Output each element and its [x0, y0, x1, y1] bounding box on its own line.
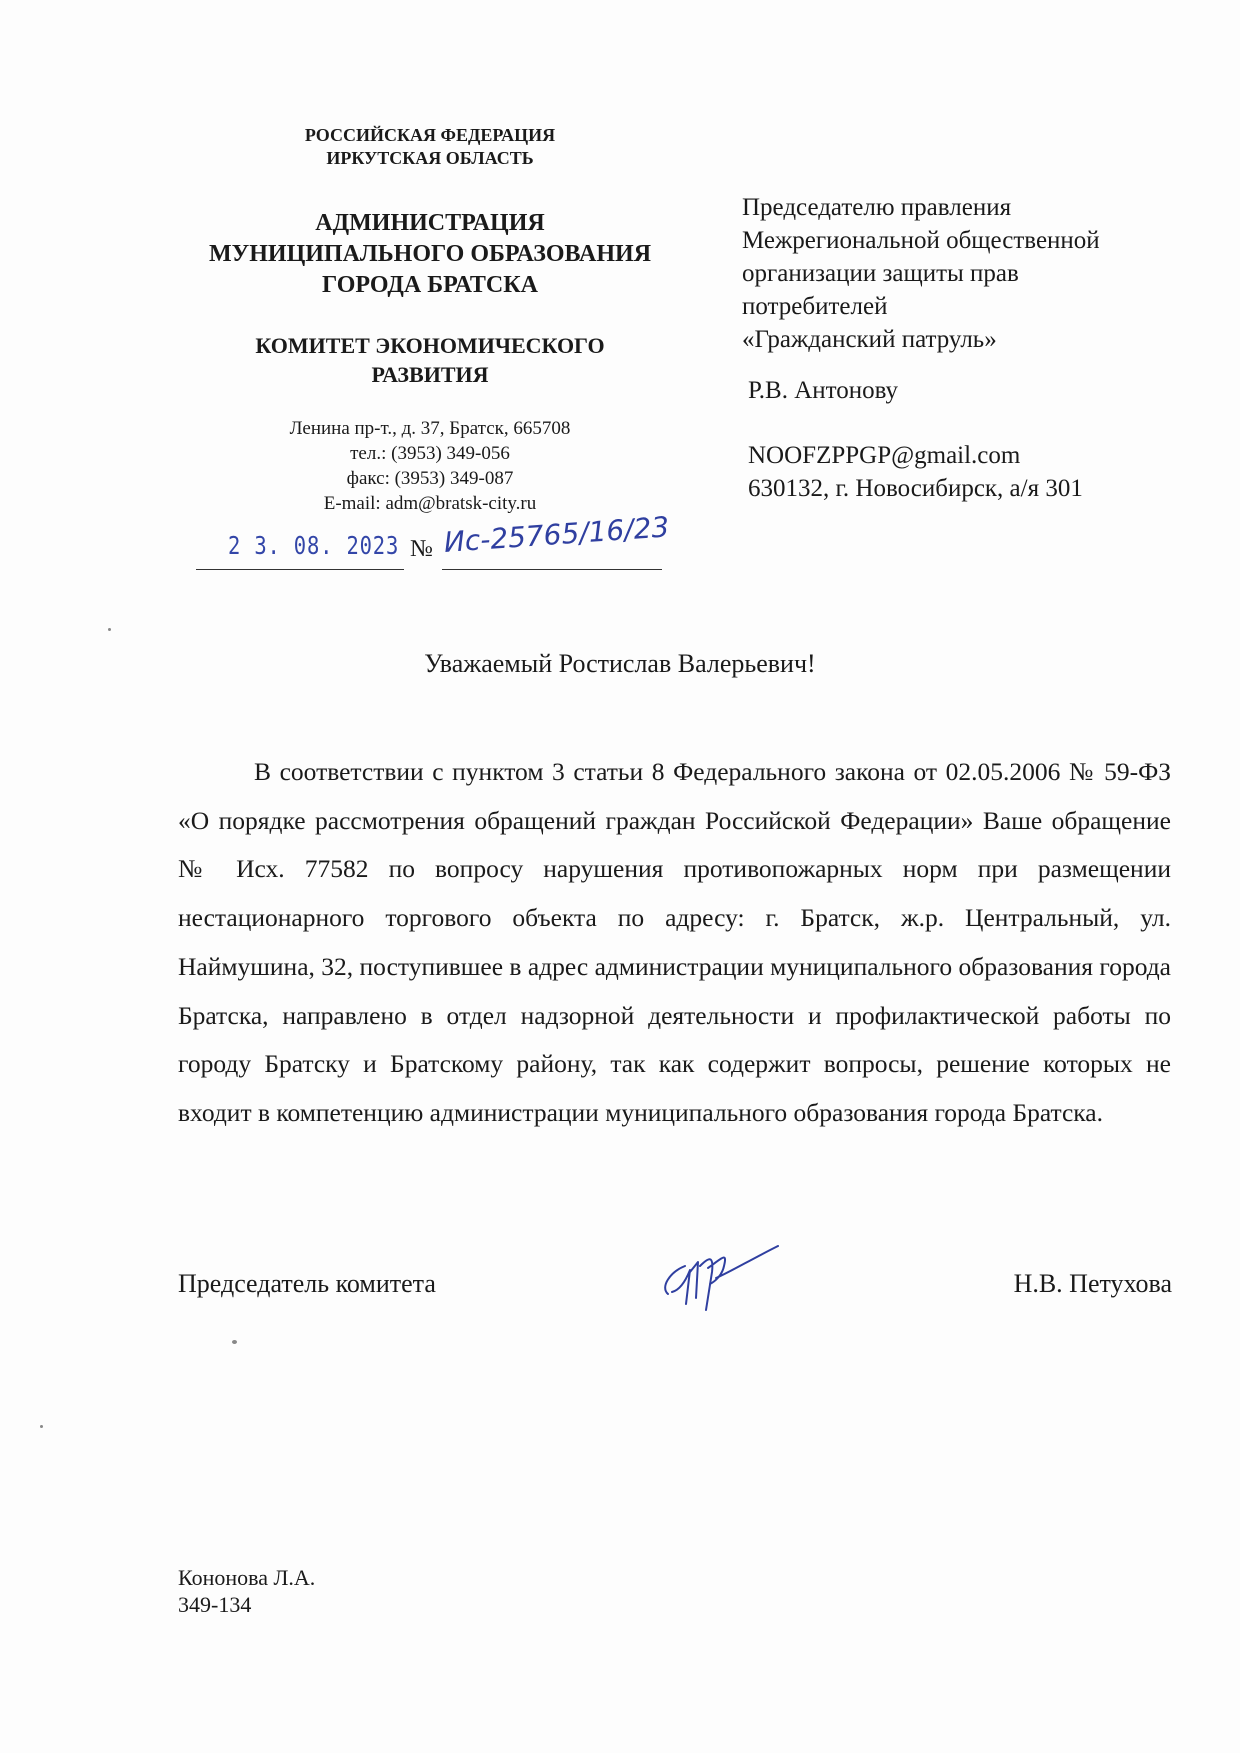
recipient-line3: организации защиты прав: [742, 260, 1019, 287]
scan-speck: [232, 1340, 237, 1344]
recipient-name: Р.В. Антонову: [748, 377, 899, 404]
letterhead-committee-line2: РАЗВИТИЯ: [371, 362, 489, 387]
letterhead-committee: [170, 331, 690, 389]
recipient-email: NOOFZPPGP@gmail.com: [748, 442, 1021, 469]
registration-number-label: №: [410, 536, 433, 562]
scan-speck: [40, 1425, 43, 1428]
executor-block: [178, 1564, 315, 1618]
greeting: Уважаемый Ростислав Валерьевич!: [424, 649, 816, 678]
registration-number-handwritten: Ис-25765/16/23: [442, 510, 671, 559]
letterhead-email: E-mail: adm@bratsk-city.ru: [323, 493, 537, 514]
recipient-postal-address: 630132, г. Новосибирск, а/я 301: [748, 475, 1083, 502]
letterhead-fax: факс: (3953) 349-087: [346, 468, 514, 489]
letterhead-admin-line2: МУНИЦИПАЛЬНОГО ОБРАЗОВАНИЯ: [208, 241, 652, 267]
registration-date-stamp: 2 3. 08. 2023: [228, 531, 400, 560]
recipient-line2: Межрегиональной общественной: [742, 227, 1100, 254]
scan-speck: [108, 628, 111, 631]
letterhead-committee-line1: КОМИТЕТ ЭКОНОМИЧЕСКОГО: [255, 333, 605, 358]
letterhead-admin-line1: АДМИНИСТРАЦИЯ: [315, 210, 545, 236]
signatory-title: Председатель комитета: [178, 1269, 436, 1298]
letterhead-country: РОССИЙСКАЯ ФЕДЕРАЦИЯ: [304, 125, 556, 145]
recipient-block: [742, 191, 1212, 356]
letter-body: В соответствии с пунктом 3 статьи 8 Федерального закона от 02.05.2006 № 59-ФЗ «О порядке рассмотрения обращений граждан Российской Федерации» Ваше обращение № Исх. 77582 по вопросу нарушения противопожарных норм при размещении нестационарного торгового объекта по адресу: г. Братск, ж.р. Центральный, ул. Наймушина, 32, поступившее в адрес администрации муниципального образования города Братска, направлено в отдел надзорной деятельности и профилактической работы по городу Братску и Братскому району, так как содержит вопросы, решение которых не входит в компетенцию администрации муниципального образования города Братска.: [178, 757, 1171, 1127]
letterhead-phone: тел.: (3953) 349-056: [350, 443, 510, 464]
recipient-line1: Председателю правления: [742, 194, 1012, 221]
recipient-line4: потребителей: [742, 293, 888, 320]
signatory-name: Н.В. Петухова: [1013, 1269, 1172, 1298]
recipient-line5: «Гражданский патруль»: [742, 326, 997, 353]
executor-name: Кононова Л.А.: [178, 1565, 316, 1590]
handwritten-signature: [650, 1232, 800, 1332]
executor-phone: 349-134: [178, 1592, 252, 1617]
letterhead-administration: [170, 208, 690, 301]
letterhead-address: Ленина пр-т., д. 37, Братск, 665708: [289, 418, 571, 439]
letterhead-admin-line3: ГОРОДА БРАТСКА: [322, 272, 538, 298]
letterhead-contacts: [170, 416, 690, 516]
letterhead: [170, 124, 690, 516]
letterhead-region: ИРКУТСКАЯ ОБЛАСТЬ: [326, 148, 534, 168]
recipient-contacts: [748, 439, 1083, 505]
